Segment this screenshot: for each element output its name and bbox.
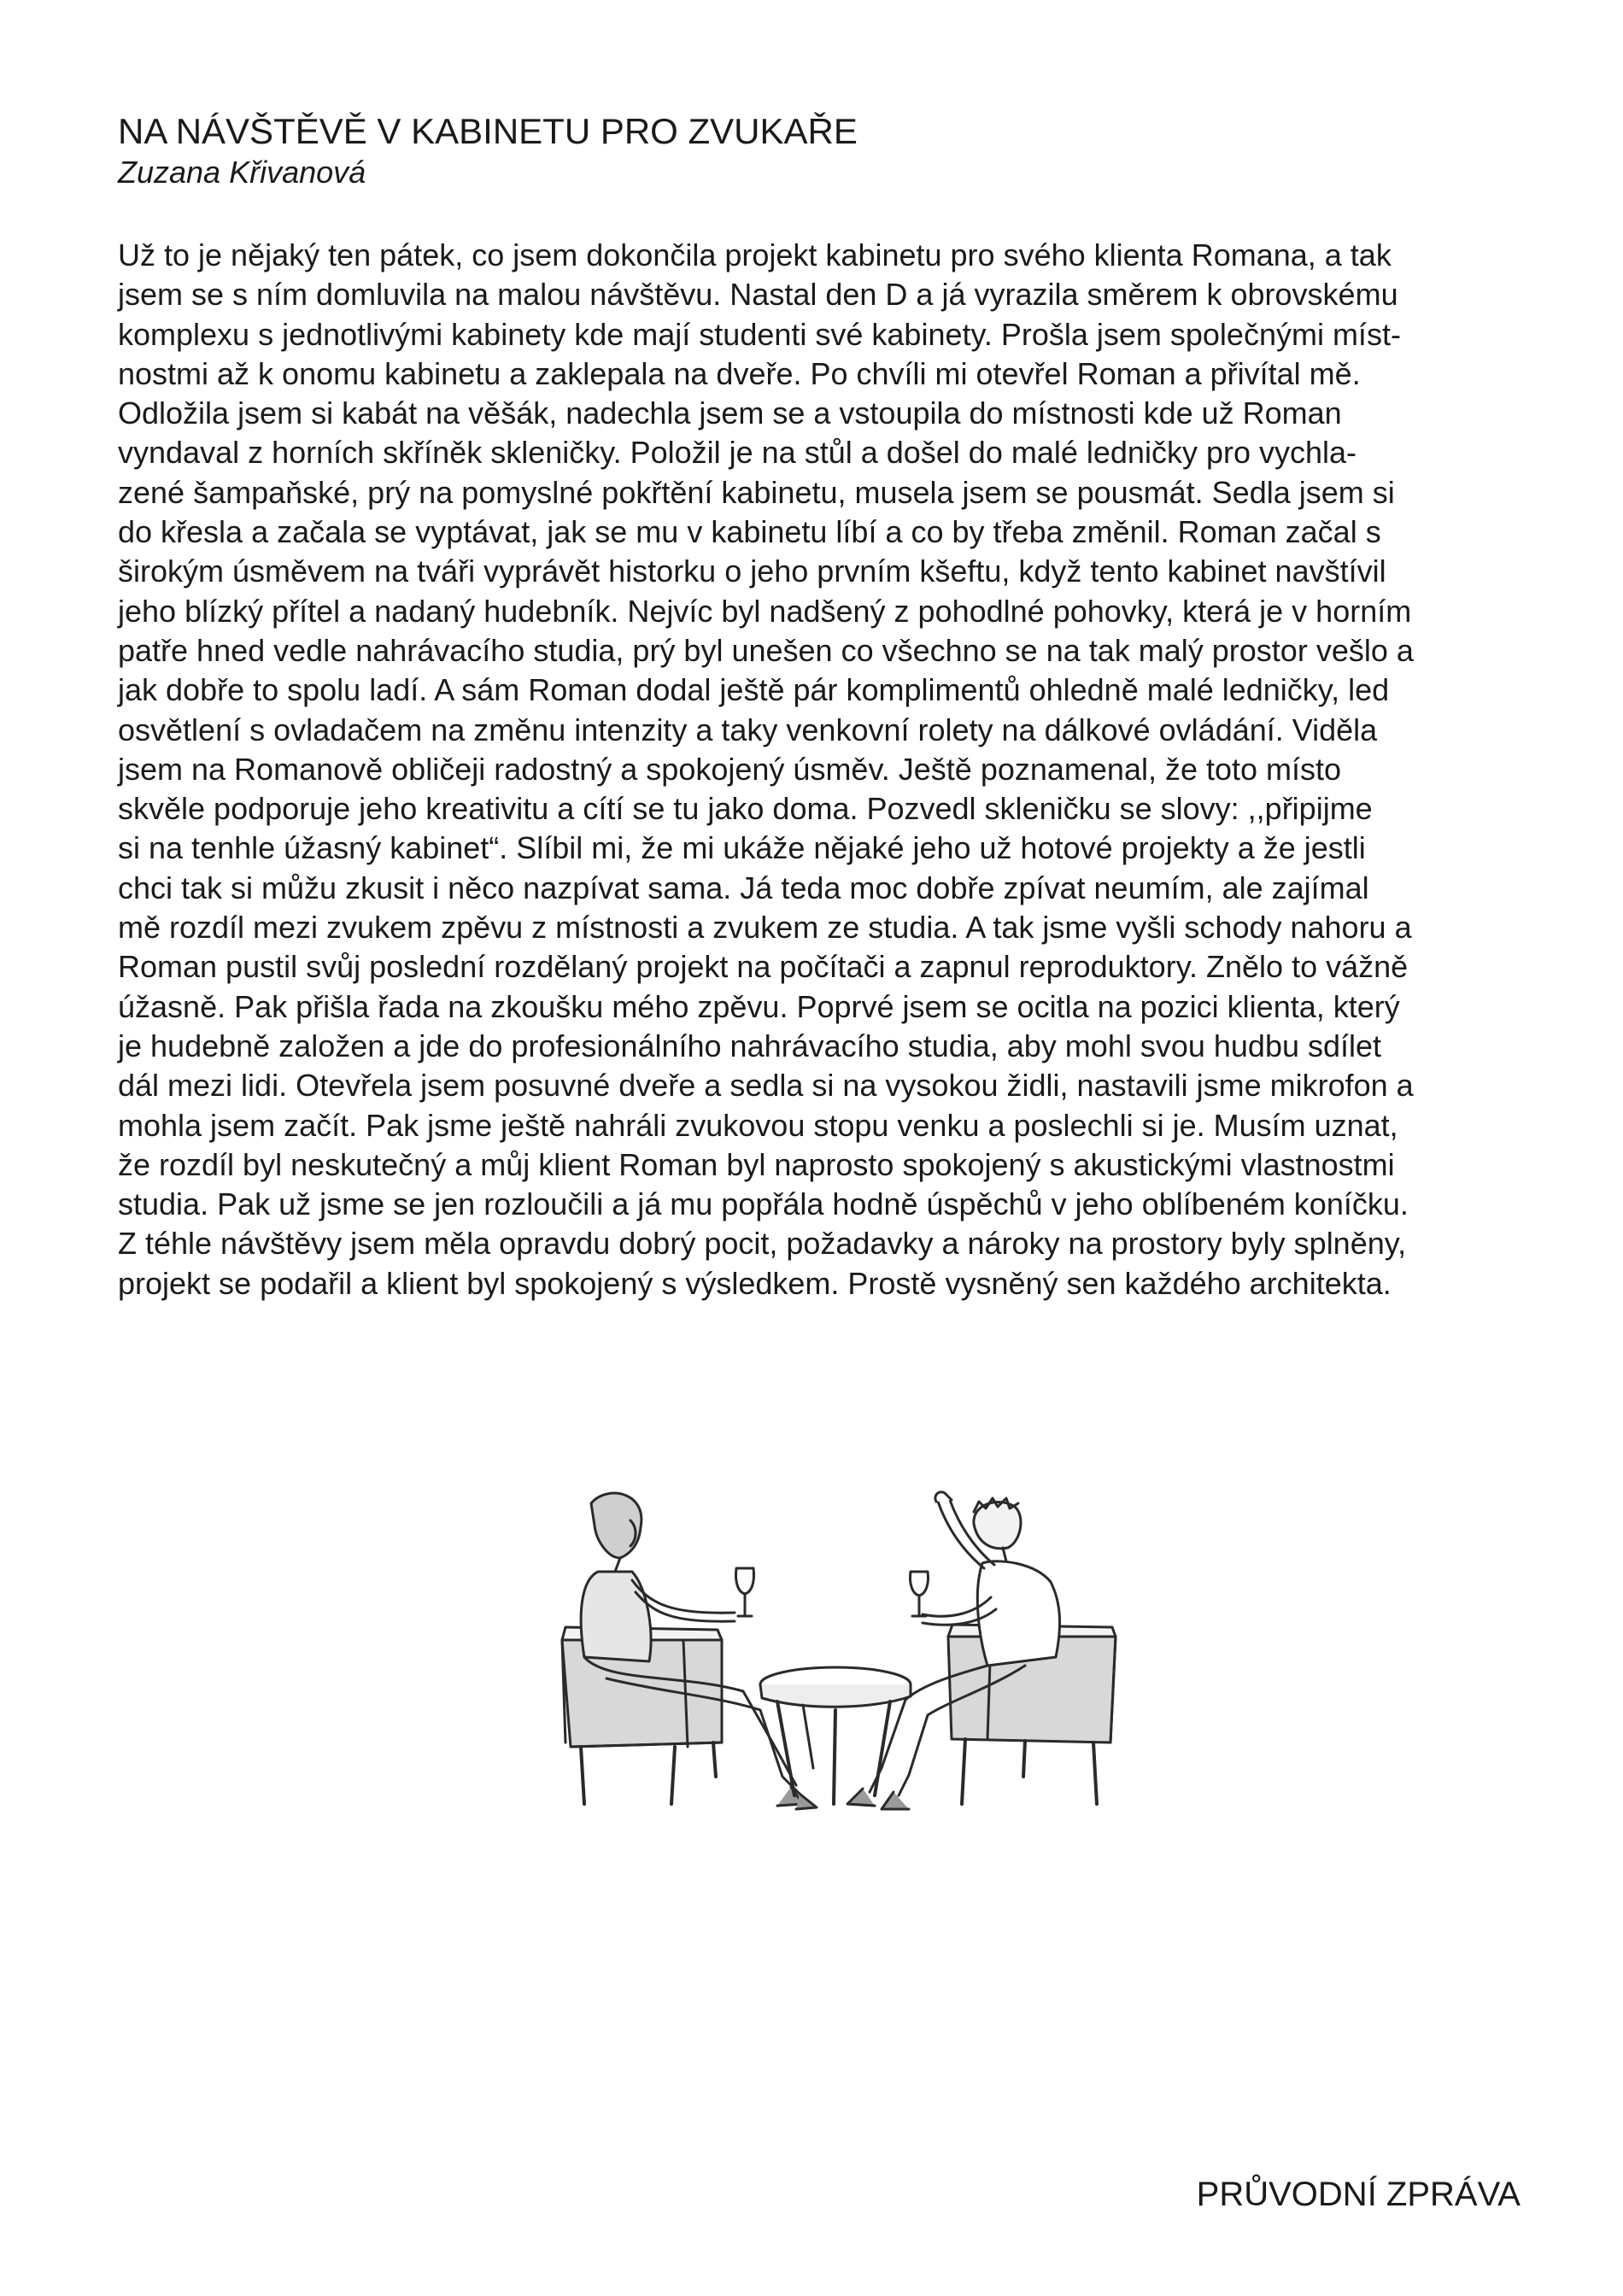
body-line: komplexu s jednotlivými kabinety kde mají studenti své kabinety. Prošla jsem společnými míst- [118,316,1401,352]
coffee-table [760,1667,911,1804]
body-line: si na tenhle úžasný kabinet“. Slíbil mi, že mi ukáže nějaké jeho už hotové projekty a že jestli [118,830,1366,866]
body-line: jeho blízký přítel a nadaný hudebník. Nejvíc byl nadšený z pohodlné pohovky, která je v horním [118,593,1412,629]
footer-section-label: PRŮVODNÍ ZPRÁVA [1196,2176,1520,2213]
body-line: jak dobře to spolu ladí. A sám Roman dodal ještě pár komplimentů ohledně malé ledničky, led [118,672,1390,708]
body-line: Roman pustil svůj poslední rozdělaný projekt na počítači a zapnul reproduktory. Znělo to vážně [118,949,1409,985]
body-line: úžasně. Pak přišla řada na zkoušku mého zpěvu. Poprvé jsem se ocitla na pozici klienta, který [118,988,1400,1024]
wine-glass-right [910,1572,928,1616]
body-line: jsem se s ním domluvila na malou návštěvu. Nastal den D a já vyrazila směrem k obrovskému [118,277,1398,313]
page-title: NA NÁVŠTĚVĚ V KABINETU PRO ZVUKAŘE [118,111,858,151]
body-line: skvěle podporuje jeho kreativitu a cítí se tu jako doma. Pozvedl skleničku se slovy: ,,připijme [118,791,1373,827]
body-line: do křesla a začala se vyptávat, jak se mu v kabinetu líbí a co by třeba změnil. Roman začal s [118,514,1381,550]
body-line: dál mezi lidi. Otevřela jsem posuvné dveře a sedla si na vysokou židli, nastavili jsme mikrofon a [118,1068,1414,1104]
body-line: je hudebně založen a jde do profesionálního nahrávacího studia, aby mohl svou hudbu sdílet [118,1028,1382,1063]
body-line: širokým úsměvem na tváři vyprávět historku o jeho prvním kšeftu, když tento kabinet navštívil [118,554,1386,589]
body-line: Z téhle návštěvy jsem měla opravdu dobrý pocit, požadavky a nároky na prostory byly splněny, [118,1226,1407,1262]
author-name: Zuzana Křivanová [118,155,366,190]
body-line: vyndaval z horních skříněk skleničky. Položil je na stůl a došel do malé ledničky pro vychla- [118,435,1357,471]
body-line: osvětlení s ovladačem na změnu intenzity a taky venkovní rolety na dálkové ovládání. Viděla [118,712,1378,747]
body-line: že rozdíl byl neskutečný a můj klient Roman byl naprosto spokojený s akustickými vlastnostmi [118,1146,1395,1182]
article-body [118,236,1519,1303]
body-line: nostmi až k onomu kabinetu a zaklepala na dveře. Po chvíli mi otevřel Roman a přivítal mě. [118,355,1361,391]
body-line: studia. Pak už jsme se jen rozloučili a já mu popřála hodně úspěchů v jeho oblíbeném koníčku. [118,1186,1409,1222]
body-line: Už to je nějaký ten pátek, co jsem dokončila projekt kabinetu pro svého klienta Romana, a tak [118,237,1392,272]
body-line: chci tak si můžu zkusit i něco nazpívat sama. Já teda moc dobře zpívat neumím, ale zajímal [118,870,1369,905]
body-line: mě rozdíl mezi zvukem zpěvu z místnosti a zvukem ze studia. A tak jsme vyšli schody nahoru a [118,910,1412,946]
body-line: mohla jsem začít. Pak jsme ještě nahráli zvukovou stopu venku a poslechli si je. Musím uznat, [118,1107,1398,1143]
sketch-illustration [547,1486,1128,1828]
body-line: patře hned vedle nahrávacího studia, prý byl unešen co všechno se na tak malý prostor vešlo a [118,632,1414,668]
body-line: projekt se podařil a klient byl spokojený s výsledkem. Prostě vysněný sen každého architekta. [118,1265,1392,1301]
wine-glass-left [735,1568,753,1616]
body-line: jsem na Romanově obličeji radostný a spokojený úsměv. Ještě poznamenal, že toto místo [118,751,1342,787]
body-line: Odložila jsem si kabát na věšák, nadechla jsem se a vstoupila do místnosti kde už Roman [118,395,1342,431]
body-line: zené šampaňské, prý na pomyslné pokřtění kabinetu, musela jsem se pousmát. Sedla jsem si [118,474,1395,510]
